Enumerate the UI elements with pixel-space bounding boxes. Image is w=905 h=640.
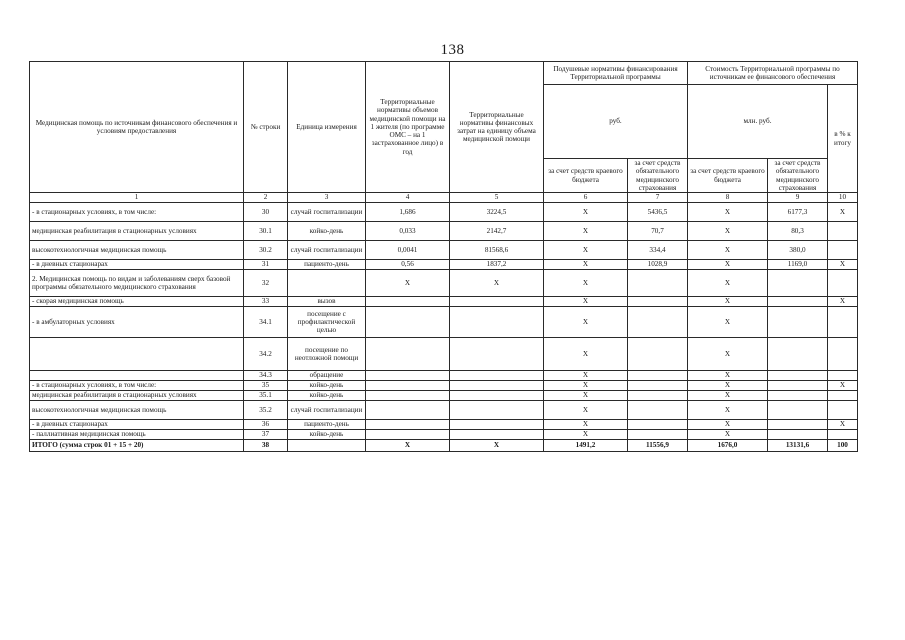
row-volume [366, 371, 450, 381]
row-col-7 [628, 371, 688, 381]
row-cost [450, 371, 544, 381]
row-col-8: X [688, 203, 768, 222]
column-number: 9 [768, 193, 828, 203]
row-cost: 81568,6 [450, 241, 544, 260]
row-col-8: X [688, 338, 768, 371]
row-col-6: X [544, 391, 628, 401]
row-line-number: 36 [244, 420, 288, 430]
table-row [30, 270, 858, 297]
row-col-7: 70,7 [628, 222, 688, 241]
row-col-10 [828, 307, 858, 338]
row-col-9 [768, 270, 828, 297]
row-line-number: 33 [244, 297, 288, 307]
table-row [30, 381, 858, 391]
row-unit: койко-день [288, 222, 366, 241]
row-volume: 1,686 [366, 203, 450, 222]
row-volume [366, 430, 450, 440]
column-number: 6 [544, 193, 628, 203]
column-number: 1 [30, 193, 244, 203]
row-col-7 [628, 381, 688, 391]
row-col-10: X [828, 297, 858, 307]
row-col-10: X [828, 203, 858, 222]
row-col-9 [768, 307, 828, 338]
row-volume: 0,56 [366, 260, 450, 270]
row-col-10: 100 [828, 440, 858, 452]
financing-table [29, 61, 858, 452]
row-col-9 [768, 391, 828, 401]
row-col-6: X [544, 307, 628, 338]
row-name: - в дневных стационарах [30, 420, 244, 430]
row-col-9 [768, 338, 828, 371]
row-col-10 [828, 338, 858, 371]
row-cost: 1837,2 [450, 260, 544, 270]
row-col-6: X [544, 420, 628, 430]
row-line-number: 30.2 [244, 241, 288, 260]
row-col-9: 13131,6 [768, 440, 828, 452]
table-row [30, 391, 858, 401]
row-col-6: X [544, 222, 628, 241]
row-col-6: X [544, 371, 628, 381]
row-name: ИТОГО (сумма строк 01 + 15 + 20) [30, 440, 244, 452]
row-unit: случай госпитализации [288, 401, 366, 420]
row-line-number: 34.1 [244, 307, 288, 338]
column-number: 4 [366, 193, 450, 203]
header-unit-mln: млн. руб. [688, 85, 828, 159]
row-col-6: X [544, 260, 628, 270]
row-col-10 [828, 391, 858, 401]
row-line-number: 31 [244, 260, 288, 270]
row-volume: 0,0041 [366, 241, 450, 260]
row-cost: X [450, 440, 544, 452]
row-unit [288, 440, 366, 452]
total-row [30, 440, 858, 452]
row-col-7: 11556,9 [628, 440, 688, 452]
row-col-8: X [688, 222, 768, 241]
row-name [30, 371, 244, 381]
row-unit: койко-день [288, 430, 366, 440]
row-name: - в стационарных условиях, в том числе: [30, 381, 244, 391]
row-line-number: 32 [244, 270, 288, 297]
row-name: - скорая медицинская помощь [30, 297, 244, 307]
row-name: медицинская реабилитация в стационарных условиях [30, 222, 244, 241]
row-unit: случай госпитализации [288, 203, 366, 222]
row-col-7: 1028,9 [628, 260, 688, 270]
row-col-10 [828, 241, 858, 260]
table-row [30, 307, 858, 338]
row-col-7 [628, 297, 688, 307]
row-col-8: X [688, 401, 768, 420]
row-line-number: 34.3 [244, 371, 288, 381]
row-col-7: 5436,5 [628, 203, 688, 222]
row-volume [366, 307, 450, 338]
row-col-10 [828, 222, 858, 241]
row-name: - в стационарных условиях, в том числе: [30, 203, 244, 222]
row-unit: койко-день [288, 391, 366, 401]
row-col-9 [768, 381, 828, 391]
row-volume [366, 420, 450, 430]
row-unit: обращение [288, 371, 366, 381]
row-col-8: X [688, 260, 768, 270]
row-name: - паллиативная медицинская помощь [30, 430, 244, 440]
row-cost [450, 297, 544, 307]
row-col-6: 1491,2 [544, 440, 628, 452]
header-col-6: за счет средств краевого бюджета [544, 159, 628, 193]
header-col-9: за счет средств обязательного медицинского страхования [768, 159, 828, 193]
row-volume [366, 401, 450, 420]
row-volume [366, 338, 450, 371]
row-col-7 [628, 307, 688, 338]
row-col-9: 1169,0 [768, 260, 828, 270]
row-col-6: X [544, 241, 628, 260]
row-col-9: 380,0 [768, 241, 828, 260]
row-col-8: X [688, 381, 768, 391]
table-row [30, 241, 858, 260]
table-row [30, 420, 858, 430]
row-col-10: X [828, 381, 858, 391]
row-line-number: 35.1 [244, 391, 288, 401]
table-row [30, 338, 858, 371]
row-unit: посещение с профилактической целью [288, 307, 366, 338]
row-volume: X [366, 270, 450, 297]
row-col-10 [828, 371, 858, 381]
row-name: медицинская реабилитация в стационарных условиях [30, 391, 244, 401]
table-row [30, 297, 858, 307]
row-col-8: X [688, 297, 768, 307]
row-col-6: X [544, 381, 628, 391]
column-number: 3 [288, 193, 366, 203]
row-col-6: X [544, 203, 628, 222]
header-group-cost: Стоимость Территориальной программы по источникам ее финансового обеспечения [688, 62, 858, 85]
row-col-7 [628, 430, 688, 440]
row-volume [366, 297, 450, 307]
header-col-7: за счет средств обязательного медицинского страхования [628, 159, 688, 193]
row-name: - в амбулаторных условиях [30, 307, 244, 338]
column-number: 8 [688, 193, 768, 203]
table-row [30, 401, 858, 420]
row-col-9 [768, 297, 828, 307]
row-volume [366, 391, 450, 401]
row-name: высокотехнологичная медицинская помощь [30, 241, 244, 260]
row-col-10 [828, 401, 858, 420]
row-col-8: X [688, 270, 768, 297]
row-col-8: X [688, 371, 768, 381]
row-col-8: 1676,0 [688, 440, 768, 452]
table-row [30, 203, 858, 222]
column-number: 7 [628, 193, 688, 203]
row-col-10: X [828, 260, 858, 270]
row-line-number: 37 [244, 430, 288, 440]
column-number: 2 [244, 193, 288, 203]
header-col-2: № строки [244, 62, 288, 193]
page-number: 138 [440, 42, 465, 58]
row-cost [450, 401, 544, 420]
row-col-8: X [688, 430, 768, 440]
row-col-8: X [688, 391, 768, 401]
row-cost: X [450, 270, 544, 297]
row-col-6: X [544, 297, 628, 307]
row-col-7 [628, 270, 688, 297]
row-line-number: 35 [244, 381, 288, 391]
row-col-7 [628, 338, 688, 371]
row-col-9 [768, 371, 828, 381]
row-unit: пациенто-день [288, 260, 366, 270]
table-row [30, 260, 858, 270]
table-row [30, 430, 858, 440]
row-cost [450, 307, 544, 338]
row-unit: посещение по неотложной помощи [288, 338, 366, 371]
row-col-8: X [688, 420, 768, 430]
row-col-9 [768, 420, 828, 430]
row-col-6: X [544, 270, 628, 297]
column-number: 10 [828, 193, 858, 203]
row-col-9 [768, 401, 828, 420]
row-line-number: 30.1 [244, 222, 288, 241]
row-line-number: 30 [244, 203, 288, 222]
header-row-1 [30, 62, 858, 85]
row-unit: пациенто-день [288, 420, 366, 430]
table-row [30, 222, 858, 241]
row-col-7 [628, 420, 688, 430]
row-volume [366, 381, 450, 391]
row-col-10 [828, 270, 858, 297]
row-col-7 [628, 391, 688, 401]
row-col-9 [768, 430, 828, 440]
header-col-5: Территориальные нормативы финансовых затрат на единицу объема медицинской помощи [450, 62, 544, 193]
header-col-8: за счет средств краевого бюджета [688, 159, 768, 193]
table-body [30, 193, 858, 452]
column-number: 5 [450, 193, 544, 203]
row-cost: 3224,5 [450, 203, 544, 222]
row-col-6: X [544, 430, 628, 440]
row-col-10 [828, 430, 858, 440]
row-name: - в дневных стационарах [30, 260, 244, 270]
header-col-1: Медицинская помощь по источникам финансового обеспечения и условиям предоставления [30, 62, 244, 193]
row-col-7 [628, 401, 688, 420]
row-cost [450, 381, 544, 391]
row-cost [450, 430, 544, 440]
row-unit: вызов [288, 297, 366, 307]
row-unit: койко-день [288, 381, 366, 391]
header-unit-rub: руб. [544, 85, 688, 159]
row-name [30, 338, 244, 371]
row-col-9: 6177,3 [768, 203, 828, 222]
row-col-8: X [688, 241, 768, 260]
row-cost [450, 338, 544, 371]
row-col-7: 334,4 [628, 241, 688, 260]
table-row [30, 371, 858, 381]
row-col-10: X [828, 420, 858, 430]
row-cost [450, 391, 544, 401]
header-group-per-capita: Подушевые нормативы финансирования Территориальной программы [544, 62, 688, 85]
row-unit: случай госпитализации [288, 241, 366, 260]
row-line-number: 38 [244, 440, 288, 452]
column-number-row [30, 193, 858, 203]
row-col-6: X [544, 401, 628, 420]
row-col-8: X [688, 307, 768, 338]
header-col-3: Единица измерения [288, 62, 366, 193]
row-col-6: X [544, 338, 628, 371]
row-cost: 2142,7 [450, 222, 544, 241]
header-col-10: в % к итогу [828, 85, 858, 193]
row-line-number: 35.2 [244, 401, 288, 420]
row-volume: X [366, 440, 450, 452]
row-name: высокотехнологичная медицинская помощь [30, 401, 244, 420]
header-col-4: Территориальные нормативы объемов медицинской помощи на 1 жителя (по программе ОМС – на 1 застрахованное лицо) в год [366, 62, 450, 193]
row-name: 2. Медицинская помощь по видам и заболеваниям сверх базовой программы обязательного медицинского страхования [30, 270, 244, 297]
row-col-9: 80,3 [768, 222, 828, 241]
row-cost [450, 420, 544, 430]
row-unit [288, 270, 366, 297]
row-line-number: 34.2 [244, 338, 288, 371]
row-volume: 0,033 [366, 222, 450, 241]
